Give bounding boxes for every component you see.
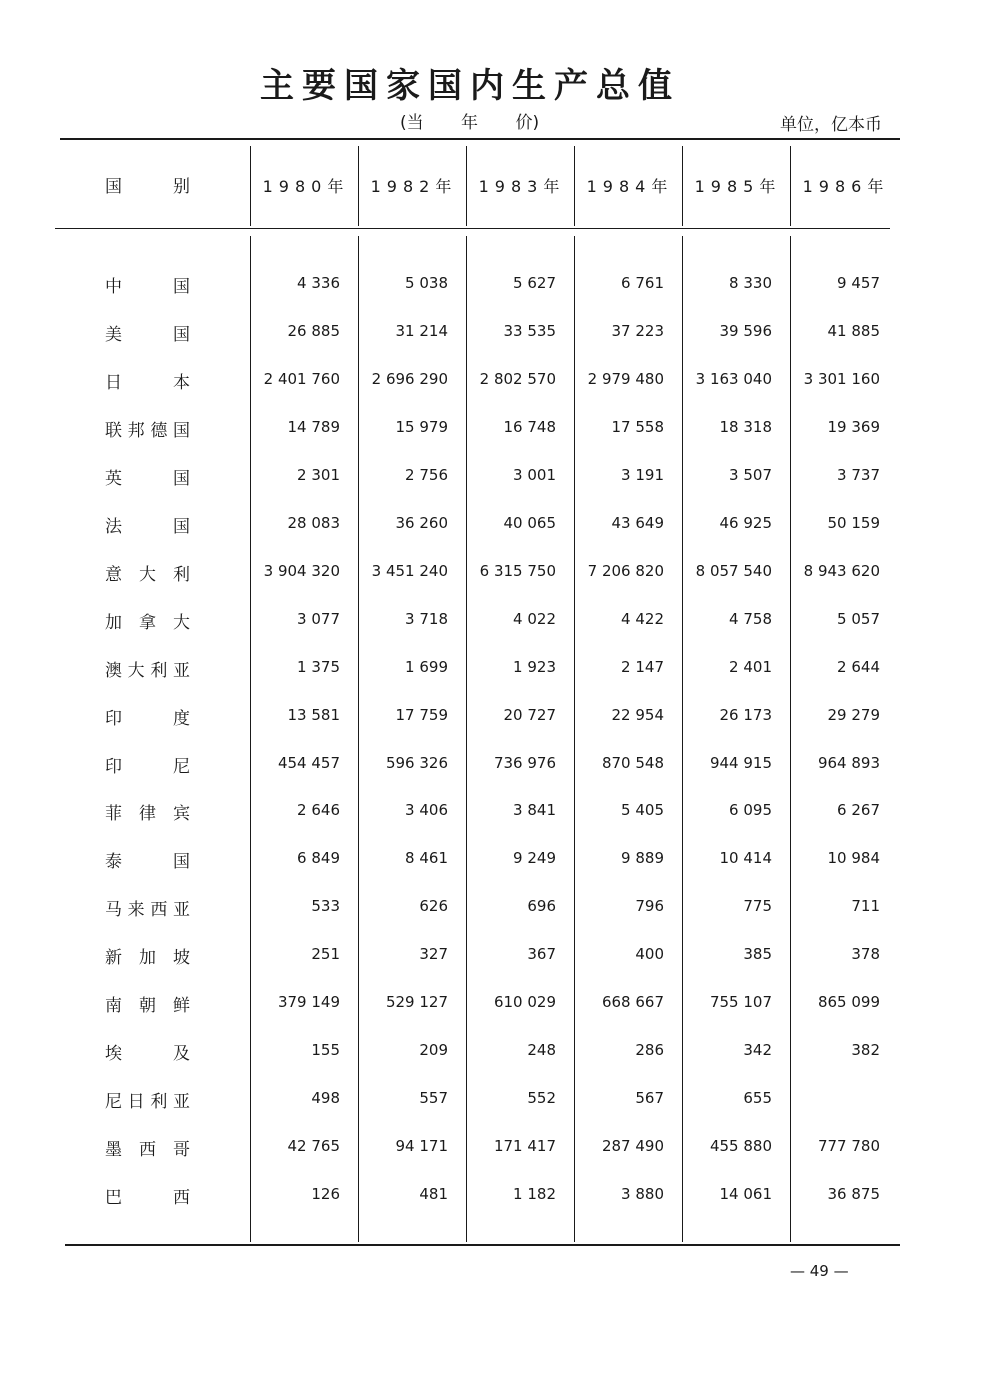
country-name-char: 巴 [105, 1188, 122, 1208]
country-name [105, 895, 190, 920]
year-column-header: 1984年 [586, 177, 674, 196]
gdp-value-cell: 13 581 [287, 706, 340, 724]
gdp-value-cell: 3 077 [297, 610, 340, 628]
gdp-value-cell: 6 315 750 [479, 562, 556, 580]
gdp-value-cell: 552 [527, 1089, 556, 1107]
gdp-value-cell: 2 401 [729, 658, 772, 676]
table-row [0, 368, 1000, 398]
country-name-char: 国 [173, 277, 190, 297]
gdp-value-cell: 378 [851, 945, 880, 963]
gdp-value-cell: 626 [419, 897, 448, 915]
gdp-value-cell: 533 [311, 897, 340, 915]
table-row [0, 272, 1000, 302]
gdp-value-cell: 43 649 [611, 514, 664, 532]
gdp-value-cell: 944 915 [709, 754, 772, 772]
gdp-value-cell: 1 375 [297, 658, 340, 676]
country-name-char: 法 [105, 517, 122, 537]
gdp-value-cell: 6 267 [837, 801, 880, 819]
country-name [105, 512, 190, 537]
gdp-value-cell: 3 841 [513, 801, 556, 819]
gdp-value-cell: 29 279 [827, 706, 880, 724]
gdp-value-cell: 382 [851, 1041, 880, 1059]
country-name-char: 泰 [105, 852, 122, 872]
table-row [0, 512, 1000, 542]
gdp-value-cell: 3 001 [513, 466, 556, 484]
gdp-value-cell: 696 [527, 897, 556, 915]
gdp-value-cell: 379 149 [277, 993, 340, 1011]
gdp-value-cell: 557 [419, 1089, 448, 1107]
header-rule [55, 228, 890, 229]
country-name-char: 来 [127, 900, 145, 920]
header-char: 别 [173, 177, 190, 197]
country-name-char: 南 [105, 996, 122, 1016]
table-row [0, 464, 1000, 494]
gdp-value-cell: 7 206 820 [587, 562, 664, 580]
gdp-value-cell: 3 301 160 [803, 370, 880, 388]
gdp-value-cell: 870 548 [601, 754, 664, 772]
gdp-value-cell: 36 875 [827, 1185, 880, 1203]
country-name-char: 大 [173, 613, 190, 633]
country-name [105, 416, 190, 441]
gdp-value-cell: 4 022 [513, 610, 556, 628]
gdp-value-cell: 15 979 [395, 418, 448, 436]
year-column-header: 1985年 [694, 177, 782, 196]
gdp-value-cell: 3 406 [405, 801, 448, 819]
country-name-char: 鲜 [173, 996, 190, 1016]
gdp-value-cell: 28 083 [287, 514, 340, 532]
country-name-char: 利 [173, 565, 190, 585]
gdp-value-cell: 1 923 [513, 658, 556, 676]
gdp-value-cell: 736 976 [493, 754, 556, 772]
country-name-char: 度 [173, 709, 190, 729]
country-name-char: 拿 [139, 613, 156, 633]
gdp-value-cell: 2 979 480 [587, 370, 664, 388]
gdp-value-cell: 655 [743, 1089, 772, 1107]
country-name-char: 国 [173, 852, 190, 872]
country-name [105, 272, 190, 297]
gdp-value-cell: 9 249 [513, 849, 556, 867]
country-name-char: 本 [173, 373, 190, 393]
country-name-char: 坡 [173, 948, 190, 968]
table-row [0, 847, 1000, 877]
gdp-value-cell: 3 451 240 [371, 562, 448, 580]
gdp-value-cell: 8 330 [729, 274, 772, 292]
column-separator [574, 146, 575, 226]
gdp-value-cell: 41 885 [827, 322, 880, 340]
gdp-value-cell: 36 260 [395, 514, 448, 532]
country-name-char: 尼 [105, 1092, 122, 1112]
gdp-value-cell: 796 [635, 897, 664, 915]
table-row [0, 1087, 1000, 1117]
gdp-value-cell: 775 [743, 897, 772, 915]
country-name-char: 邦 [127, 421, 145, 441]
country-name-char: 印 [105, 757, 122, 777]
bottom-rule [65, 1244, 900, 1246]
year-column-header: 1983年 [478, 177, 566, 196]
gdp-value-cell: 2 401 760 [263, 370, 340, 388]
gdp-value-cell: 14 061 [719, 1185, 772, 1203]
country-name-char: 大 [127, 661, 145, 681]
gdp-value-cell: 8 057 540 [695, 562, 772, 580]
country-name [105, 368, 190, 393]
unit-label: 单位，亿本币 [780, 115, 882, 135]
gdp-value-cell: 39 596 [719, 322, 772, 340]
gdp-value-cell: 2 644 [837, 658, 880, 676]
gdp-value-cell: 46 925 [719, 514, 772, 532]
country-name [105, 464, 190, 489]
country-name [105, 1135, 190, 1160]
gdp-value-cell: 8 943 620 [803, 562, 880, 580]
table-row [0, 1039, 1000, 1069]
gdp-value-cell: 4 336 [297, 274, 340, 292]
gdp-value-cell: 3 880 [621, 1185, 664, 1203]
country-name-char: 西 [173, 1188, 190, 1208]
country-name-char: 加 [139, 948, 156, 968]
table-row [0, 608, 1000, 638]
gdp-value-cell: 10 984 [827, 849, 880, 867]
table-row [0, 752, 1000, 782]
country-name [105, 704, 190, 729]
gdp-value-cell: 287 490 [601, 1137, 664, 1155]
gdp-value-cell: 2 802 570 [479, 370, 556, 388]
gdp-value-cell: 755 107 [709, 993, 772, 1011]
country-name [105, 320, 190, 345]
country-name-char: 亚 [172, 661, 190, 681]
gdp-value-cell: 14 789 [287, 418, 340, 436]
gdp-value-cell: 668 667 [601, 993, 664, 1011]
gdp-value-cell: 367 [527, 945, 556, 963]
gdp-value-cell: 18 318 [719, 418, 772, 436]
country-name-char: 美 [105, 325, 122, 345]
gdp-value-cell: 3 904 320 [263, 562, 340, 580]
gdp-value-cell: 529 127 [385, 993, 448, 1011]
gdp-value-cell: 40 065 [503, 514, 556, 532]
page-title: 主要国家国内生产总值 [260, 66, 680, 106]
table-row [0, 416, 1000, 446]
country-name-char: 联 [105, 421, 122, 441]
gdp-value-cell: 8 461 [405, 849, 448, 867]
gdp-value-cell: 3 737 [837, 466, 880, 484]
country-name [105, 752, 190, 777]
country-name-char: 西 [150, 900, 168, 920]
gdp-value-cell: 20 727 [503, 706, 556, 724]
gdp-value-cell: 17 759 [395, 706, 448, 724]
gdp-value-cell: 777 780 [817, 1137, 880, 1155]
gdp-value-cell: 10 414 [719, 849, 772, 867]
gdp-value-cell: 4 758 [729, 610, 772, 628]
country-name-char: 菲 [105, 804, 122, 824]
gdp-value-cell: 209 [419, 1041, 448, 1059]
country-name-char: 加 [105, 613, 122, 633]
gdp-value-cell: 385 [743, 945, 772, 963]
year-column-header: 1986年 [802, 177, 890, 196]
country-name-char: 亚 [172, 1092, 190, 1112]
country-name-char: 澳 [105, 661, 122, 681]
country-name-char: 亚 [172, 900, 190, 920]
column-separator [682, 146, 683, 226]
table-row [0, 1135, 1000, 1165]
gdp-value-cell: 33 535 [503, 322, 556, 340]
country-name-char: 墨 [105, 1140, 122, 1160]
gdp-value-cell: 455 880 [709, 1137, 772, 1155]
gdp-value-cell: 26 173 [719, 706, 772, 724]
gdp-value-cell: 9 889 [621, 849, 664, 867]
gdp-value-cell: 342 [743, 1041, 772, 1059]
gdp-value-cell: 2 756 [405, 466, 448, 484]
gdp-value-cell: 19 369 [827, 418, 880, 436]
country-name [105, 1087, 190, 1112]
gdp-value-cell: 9 457 [837, 274, 880, 292]
country-name-char: 西 [139, 1140, 156, 1160]
gdp-value-cell: 126 [311, 1185, 340, 1203]
country-name [105, 608, 190, 633]
gdp-value-cell: 286 [635, 1041, 664, 1059]
gdp-value-cell: 2 696 290 [371, 370, 448, 388]
table-row [0, 320, 1000, 350]
gdp-value-cell: 5 405 [621, 801, 664, 819]
country-name-char: 利 [150, 1092, 168, 1112]
country-name-char: 德 [150, 421, 168, 441]
column-separator [250, 146, 251, 226]
gdp-value-cell: 4 422 [621, 610, 664, 628]
country-name [105, 991, 190, 1016]
gdp-value-cell: 5 627 [513, 274, 556, 292]
gdp-value-cell: 3 163 040 [695, 370, 772, 388]
gdp-value-cell: 596 326 [385, 754, 448, 772]
country-name-char: 哥 [173, 1140, 190, 1160]
gdp-value-cell: 50 159 [827, 514, 880, 532]
gdp-value-cell: 171 417 [493, 1137, 556, 1155]
gdp-value-cell: 481 [419, 1185, 448, 1203]
country-name-char: 利 [150, 661, 168, 681]
gdp-value-cell: 2 646 [297, 801, 340, 819]
country-name-char: 埃 [105, 1044, 122, 1064]
gdp-value-cell: 2 147 [621, 658, 664, 676]
gdp-value-cell: 1 699 [405, 658, 448, 676]
gdp-value-cell: 6 849 [297, 849, 340, 867]
country-name-char: 尼 [173, 757, 190, 777]
gdp-value-cell: 1 182 [513, 1185, 556, 1203]
table-row [0, 799, 1000, 829]
subtitle-part: (当 [400, 113, 424, 133]
price-basis-note [400, 108, 571, 133]
gdp-value-cell: 2 301 [297, 466, 340, 484]
gdp-value-cell: 6 095 [729, 801, 772, 819]
gdp-value-cell: 711 [851, 897, 880, 915]
column-separator [358, 146, 359, 226]
country-name-char: 日 [105, 373, 122, 393]
country-name-char: 中 [105, 277, 122, 297]
country-name-char: 大 [139, 565, 156, 585]
year-column-header: 1980年 [262, 177, 350, 196]
country-name [105, 656, 190, 681]
gdp-value-cell: 6 761 [621, 274, 664, 292]
country-name-char: 新 [105, 948, 122, 968]
subtitle-part: 年 [461, 113, 479, 133]
country-name-char: 国 [173, 517, 190, 537]
gdp-value-cell: 94 171 [395, 1137, 448, 1155]
country-name-char: 国 [173, 469, 190, 489]
gdp-value-cell: 31 214 [395, 322, 448, 340]
gdp-value-cell: 16 748 [503, 418, 556, 436]
top-rule [60, 138, 900, 140]
gdp-value-cell: 567 [635, 1089, 664, 1107]
page-number: — 49 — [790, 1262, 849, 1280]
country-name [105, 943, 190, 968]
gdp-value-cell: 964 893 [817, 754, 880, 772]
gdp-value-cell: 155 [311, 1041, 340, 1059]
gdp-value-cell: 26 885 [287, 322, 340, 340]
country-name [105, 847, 190, 872]
country-name-char: 朝 [139, 996, 156, 1016]
header-char: 国 [105, 177, 122, 197]
gdp-value-cell: 865 099 [817, 993, 880, 1011]
gdp-value-cell: 400 [635, 945, 664, 963]
country-name [105, 799, 190, 824]
country-name-char: 宾 [173, 804, 190, 824]
table-row [0, 560, 1000, 590]
gdp-value-cell: 248 [527, 1041, 556, 1059]
table-row [0, 704, 1000, 734]
country-name [105, 1183, 190, 1208]
gdp-value-cell: 610 029 [493, 993, 556, 1011]
country-name-char: 印 [105, 709, 122, 729]
table-row [0, 943, 1000, 973]
country-name-char: 律 [139, 804, 156, 824]
table-row [0, 656, 1000, 686]
column-separator [790, 146, 791, 226]
subtitle-part: 价) [515, 113, 540, 133]
gdp-value-cell: 251 [311, 945, 340, 963]
country-column-header [105, 172, 190, 197]
gdp-value-cell: 42 765 [287, 1137, 340, 1155]
gdp-value-cell: 5 038 [405, 274, 448, 292]
gdp-value-cell: 3 718 [405, 610, 448, 628]
gdp-value-cell: 498 [311, 1089, 340, 1107]
gdp-value-cell: 37 223 [611, 322, 664, 340]
column-separator [466, 146, 467, 226]
country-name-char: 马 [105, 900, 122, 920]
gdp-value-cell: 327 [419, 945, 448, 963]
country-name [105, 560, 190, 585]
table-row [0, 991, 1000, 1021]
country-name-char: 国 [172, 421, 190, 441]
gdp-value-cell: 3 191 [621, 466, 664, 484]
table-row [0, 895, 1000, 925]
country-name-char: 国 [173, 325, 190, 345]
year-column-header: 1982年 [370, 177, 458, 196]
gdp-value-cell: 454 457 [277, 754, 340, 772]
gdp-value-cell: 3 507 [729, 466, 772, 484]
gdp-value-cell: 22 954 [611, 706, 664, 724]
table-row [0, 1183, 1000, 1213]
gdp-value-cell: 17 558 [611, 418, 664, 436]
country-name-char: 英 [105, 469, 122, 489]
country-name-char: 意 [105, 565, 122, 585]
country-name [105, 1039, 190, 1064]
country-name-char: 日 [127, 1092, 145, 1112]
gdp-value-cell: 5 057 [837, 610, 880, 628]
country-name-char: 及 [173, 1044, 190, 1064]
